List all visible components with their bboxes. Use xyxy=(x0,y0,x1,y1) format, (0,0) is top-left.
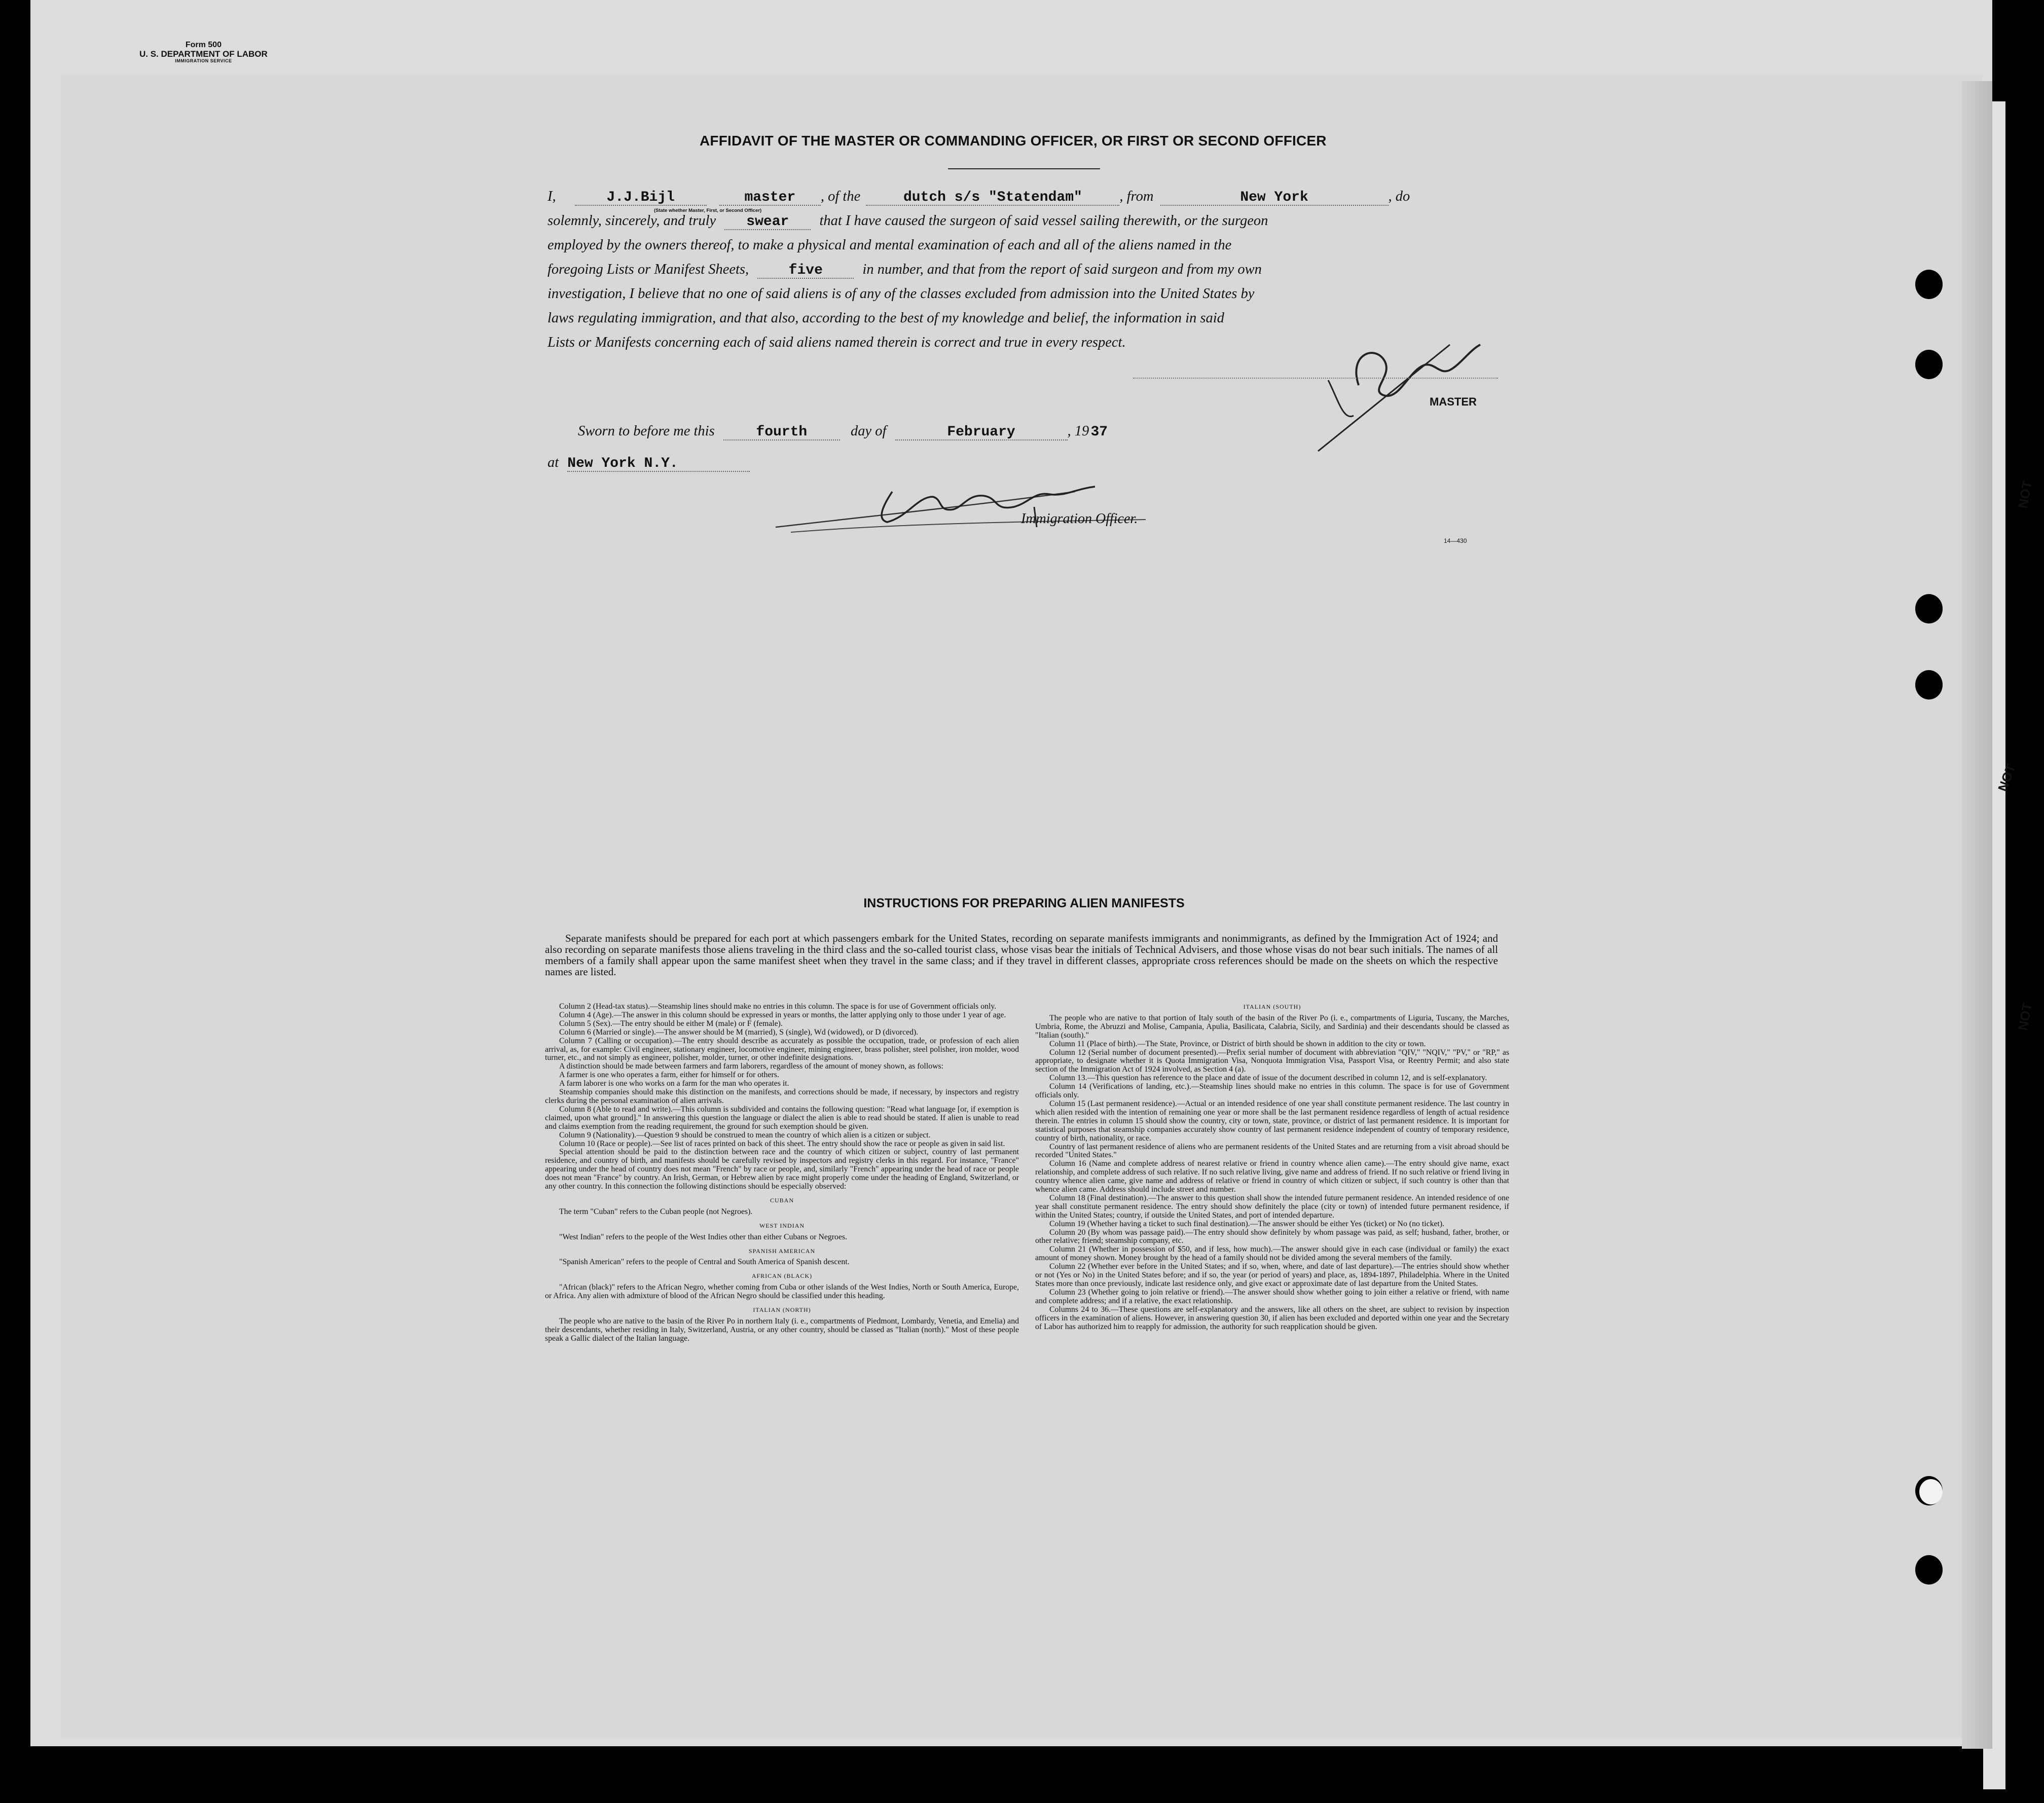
instruction-paragraph: Columns 24 to 36.—These questions are self-explanatory and the answers, like all others on the sheet, are subject to revision by inspection officers in the examination of aliens. However, in answering question 30, if alien has been excluded and deported within one year and the Secretary of Labor has authorized him to reapply for admission, the authority for such reapplication should be given. xyxy=(1035,1305,1509,1331)
affidavit-title: AFFIDAVIT OF THE MASTER OR COMMANDING OFFICER, OR FIRST OR SECOND OFFICER xyxy=(700,133,1327,149)
form-code: 14—430 xyxy=(1444,537,1467,544)
oath-suffix: that I have caused the surgeon of said vessel sailing therewith, or the surgeon xyxy=(819,213,1268,229)
instruction-paragraph: Column 2 (Head-tax status).—Steamship lines should make no entries in this column. The space is for use of Government officials only. xyxy=(559,1002,997,1011)
instruction-paragraph: Steamship companies should make this distinction on the manifests, and corrections should be made, if necessary, by inspectors and registry clerks during the personal examination of alien arrivals. xyxy=(545,1088,1019,1105)
instruction-paragraph: Column 13.—This question has reference to the place and date of issue of the document described in column 12, and is self-explanatory. xyxy=(1049,1074,1487,1083)
vessel-field[interactable]: dutch s/s "Statendam" xyxy=(866,190,1119,206)
instruction-paragraph: The people who are native to that portion of Italy south of the basin of the River Po (i. e., compartments of Liguria, Tuscany, the Marches, Umbria, Rome, the Abruzzi and Molise, Campania, Apulia, Basilicata, Calabria, Sicily, and Sardinia) and their descendants should be classed as "Italian (south)." xyxy=(1035,1013,1509,1040)
year-prefix: , 19 xyxy=(1067,423,1089,439)
instruction-paragraph: Column 6 (Married or single).—The answer should be M (married), S (single), Wd (widowed), or D (divorced). xyxy=(559,1027,919,1037)
instructions-left-column xyxy=(545,1003,1019,1343)
instruction-paragraph: Special attention should be paid to the distinction between race and the country of which citizen or subject, country of last permanent residence, and country of birth, and manifests should be carefully revised by inspectors and registry clerks in this regard. For instance, "France" appearing under the head of country does not mean "French" by race or people, and, similarly "French" appearing under the head of race or people does not mean "France" by country. An Irish, German, or Hebrew alien by race might properly come under the heading of England, Switzerland, or any other country. In this connection the following distinctions should be especially observed: xyxy=(545,1148,1019,1191)
oath-prefix: solemnly, sincerely, and truly xyxy=(548,213,716,229)
from-text: , from xyxy=(1119,189,1154,204)
west-indian-heading: WEST INDIAN xyxy=(759,1222,805,1229)
instruction-paragraph: Column 8 (Able to read and write).—This column is subdivided and contains the following question: "Read what language [or, if exemption is claimed, upon what ground]." In answering this question the language or dialect the alien is able to read should be stated. If alien is unable to read and claims exemption from the reading requirement, the ground for such exemption should be given. xyxy=(545,1105,1019,1131)
instructions-title: INSTRUCTIONS FOR PREPARING ALIEN MANIFESTS xyxy=(863,896,1185,910)
affidavit-line-6: laws regulating immigration, and that also, according to the best of my knowledge and belief, the information in said xyxy=(548,310,1224,326)
sheet-count-field[interactable]: five xyxy=(757,263,854,279)
instruction-paragraph: A farmer is one who operates a farm, either for himself or for others. xyxy=(559,1071,779,1080)
spanish-american-heading: SPANISH AMERICAN xyxy=(748,1247,816,1255)
sworn-day-field[interactable]: fourth xyxy=(723,425,840,440)
african-heading: AFRICAN (BLACK) xyxy=(751,1272,813,1280)
master-signature xyxy=(1298,324,1511,456)
master-name-field[interactable]: J.J.Bijl xyxy=(575,190,707,206)
title-rule xyxy=(948,168,1100,169)
instruction-paragraph: Column 18 (Final destination).—The answer to this question shall show the intended future permanent residence. An intended residence of one year shall constitute permanent residence. The entry should show definitely the place (city or town) of intended future permanent residence, if within the United States; country, if outside the United States, and port of intended departure. xyxy=(1035,1193,1509,1220)
department-name: U. S. DEPARTMENT OF LABOR xyxy=(139,49,268,59)
instruction-paragraph: Column 11 (Place of birth).—The State, Province, or District of birth should be shown in addition to the city or town. xyxy=(1049,1039,1426,1048)
instruction-paragraph: Column 4 (Age).—The answer in this column should be expressed in years or months, the latter applying only to those under 1 year of age. xyxy=(559,1010,1006,1019)
form-number: Form 500 xyxy=(185,41,222,49)
affidavit-line-5: investigation, I believe that no one of said aliens is of any of the classes excluded from admission into the United States by xyxy=(548,286,1255,302)
affidavit-line-4 xyxy=(548,262,1262,279)
rank-field[interactable]: master xyxy=(719,190,821,206)
page-edge xyxy=(1962,81,1992,1749)
instruction-paragraph: Column 14 (Verifications of landing, etc.).—Steamship lines should make no entries in this column. The space is for use of Government officials only. xyxy=(1035,1082,1509,1100)
sworn-prefix: Sworn to before me this xyxy=(578,423,715,439)
of-the-text: , of the xyxy=(820,189,861,204)
instruction-paragraph: Column 22 (Whether ever before in the United States; and if so, when, where, and date of last departure).—The entries should show whether or not (Yes or No) in the United States before; and if so, the year (or period of years) and place, as, 1894-1897, Philadelphia. Where in the United States more than once previously, indicate last residence only, and give exact or approximate date of last departure from the United States. xyxy=(1035,1262,1509,1288)
officer-label: Immigration Officer. xyxy=(1021,511,1138,527)
punch-hole xyxy=(1915,350,1943,379)
instruction-paragraph: Column 16 (Name and complete address of nearest relative or friend in country whence alien came).—The entry should give name, exact relationship, and complete address of such relative. If no such relative living, give name and address of friend. If no such relative or friend living in country whence alien came, give name and address of relative or friend in country of which citizen or subject, if such country is other than that whence alien came. Address should include street and number. xyxy=(1035,1159,1509,1194)
form-header xyxy=(139,41,268,64)
affidavit-line-7: Lists or Manifests concerning each of said aliens named therein is correct and true in every respect. xyxy=(548,335,1126,350)
cuban-text: The term "Cuban" refers to the Cuban people (not Negroes). xyxy=(559,1207,753,1216)
instruction-paragraph: Column 10 (Race or people).—See list of races printed on back of this sheet. The entry should show the race or people as given in said list. xyxy=(559,1139,1005,1148)
spanish-american-text: "Spanish American" refers to the people of Central and South America of Spanish descent. xyxy=(559,1258,850,1267)
do-text: , do xyxy=(1388,189,1410,204)
sworn-year-field[interactable]: 37 xyxy=(1090,424,1108,440)
margin-fragment-bottom: NOT xyxy=(2015,1001,2035,1032)
sworn-place-line xyxy=(548,455,750,472)
instructions-right-column xyxy=(1035,1003,1509,1331)
punch-hole xyxy=(1915,670,1943,700)
margin-fragment-top: NOT xyxy=(2015,479,2035,510)
instruction-paragraph: Column 19 (Whether having a ticket to such final destination).—The answer should be either Yes (ticket) or No (no ticket). xyxy=(1049,1219,1445,1228)
oath-field[interactable]: swear xyxy=(724,214,811,230)
officer-signature xyxy=(760,471,1166,542)
punch-hole xyxy=(1915,594,1943,623)
sheets-suffix: in number, and that from the report of said surgeon and from my own xyxy=(862,262,1262,277)
instruction-paragraph: A distinction should be made between farmers and farm laborers, regardless of the amount of money shown, as follows: xyxy=(559,1062,944,1071)
instruction-paragraph: Column 15 (Last permanent residence).—Actual or an intended residence of one year shall constitute permanent residence. The last country in which alien resided with the intention of remaining one year or more shall be the last permanent residence regardless of length of actual residence therein. The entries in column 15 should show the country, city or town, state, province, or district of last permanent residence. It is important for statistical purposes that steamship companies accurately show country of last permanent residence independent of country of temporary residence, country of birth, nationality, or race. xyxy=(1035,1099,1509,1143)
italian-north-heading: ITALIAN (NORTH) xyxy=(753,1306,811,1314)
cuban-heading: CUBAN xyxy=(770,1196,794,1204)
sworn-line xyxy=(578,423,1109,440)
rank-caption: (State whether Master, First, or Second Officer) xyxy=(654,208,762,213)
at-text: at xyxy=(548,455,559,470)
master-signature-line xyxy=(1133,377,1498,379)
instruction-paragraph: A farm laborer is one who works on a farm for the man who operates it. xyxy=(559,1079,789,1088)
punch-hole xyxy=(1915,270,1943,299)
instruction-paragraph: Country of last permanent residence of aliens who are permanent residents of the United States and are returning from a visit abroad should be recorded "United States." xyxy=(1035,1142,1509,1160)
departure-port-field[interactable]: New York xyxy=(1160,190,1389,206)
sworn-place-field[interactable]: New York N.Y. xyxy=(567,456,750,472)
italian-north-text: The people who are native to the basin of the River Po in northern Italy (i. e., compartments of Piedmont, Lombardy, Venetia, and Emelia) and their descendants, whether residing in Italy, Switzerland, Austria, or any other country, should be classed as "Italian (north)." Most of these people speak a Gallic dialect of the Italian language. xyxy=(545,1317,1019,1343)
instruction-paragraph: Column 5 (Sex).—The entry should be either M (male) or F (female). xyxy=(559,1019,783,1028)
instruction-paragraph: Column 23 (Whether going to join relative or friend).—The answer should show whether going to join either a relative or friend, with name and complete address; and if a relative, the exact relationship. xyxy=(1035,1287,1509,1305)
african-text: "African (black)" refers to the African Negro, whether coming from Cuba or other islands of the West Indies, North or South America, Europe, or Africa. Any alien with admixture of blood of the African Negro should be classified under this heading. xyxy=(545,1283,1019,1301)
affidavit-prefix: I, xyxy=(548,189,556,204)
sworn-month-field[interactable]: February xyxy=(895,425,1068,440)
instruction-paragraph: Column 20 (By whom was passage paid).—The entry should show definitely by whom passage was paid, as self; husband, father, brother, or other relative; friend; steamship company, etc. xyxy=(1035,1228,1509,1245)
italian-south-heading: ITALIAN (SOUTH) xyxy=(1243,1003,1301,1010)
west-indian-text: "West Indian" refers to the people of the West Indies other than either Cubans or Negroes. xyxy=(559,1232,848,1241)
instruction-paragraph: Column 7 (Calling or occupation).—The entry should describe as accurately as possible the occupation, trade, or profession of each alien arrival, as, for example: Civil engineer, stationary engineer, locomotive engineer, mining engineer, brass polisher, steel polisher, iron molder, wood turner, etc., and not simply as engineer, polisher, molder, turner, or other indefinite designations. xyxy=(545,1036,1019,1062)
instruction-paragraph: Column 12 (Serial number of document presented).—Prefix serial number of document with abbreviation "QIV," "NQIV," "PV," or "RP," as appropriate, to designate whether it is Quota Immigration Visa, Nonquota Immigration Visa, Passport Visa, or Reentry Permit; and also state section of the Immigration Act of 1924 involved, as Section 4 (a). xyxy=(1035,1048,1509,1074)
punch-hole xyxy=(1915,1555,1943,1585)
margin-fragment-middle: NOT xyxy=(1995,762,2019,794)
affidavit-line-1 xyxy=(548,189,1410,206)
day-of-text: day of xyxy=(850,423,887,439)
instruction-paragraph: Column 21 (Whether in possession of $50, and if less, how much).—The answer should give in each case (individual or family) the exact amount of money shown. Money brought by the head of a family should not be divided among the several members of the family. xyxy=(1035,1245,1509,1263)
sheets-prefix: foregoing Lists or Manifest Sheets, xyxy=(548,262,749,277)
master-label: MASTER xyxy=(1430,395,1477,408)
instruction-paragraph: Column 9 (Nationality).—Question 9 should be construed to mean the country of which alien is a citizen or subject. xyxy=(559,1130,931,1139)
punch-hole-light xyxy=(1919,1479,1943,1504)
affidavit-line-2 xyxy=(548,213,1268,230)
affidavit-line-3: employed by the owners thereof, to make a physical and mental examination of each and all of the aliens named in the xyxy=(548,237,1232,253)
service-name: IMMIGRATION SERVICE xyxy=(175,58,232,64)
instructions-intro: Separate manifests should be prepared for each port at which passengers embark for the United States, recording on separate manifests immigrants and nonimmigrants, as defined by the Immigration Act of 1924; and also recording on separate manifests those aliens traveling in the third class and the so-called tourist class, whose visas bear the initials of Technical Advisers, and those whose visas do not bear such initials. The names of all members of a family shall appear upon the same manifest sheet when they travel in the same class; and if they travel in different classes, appropriate cross references should be made on the sheets on which the respective names are listed. xyxy=(545,932,1498,978)
